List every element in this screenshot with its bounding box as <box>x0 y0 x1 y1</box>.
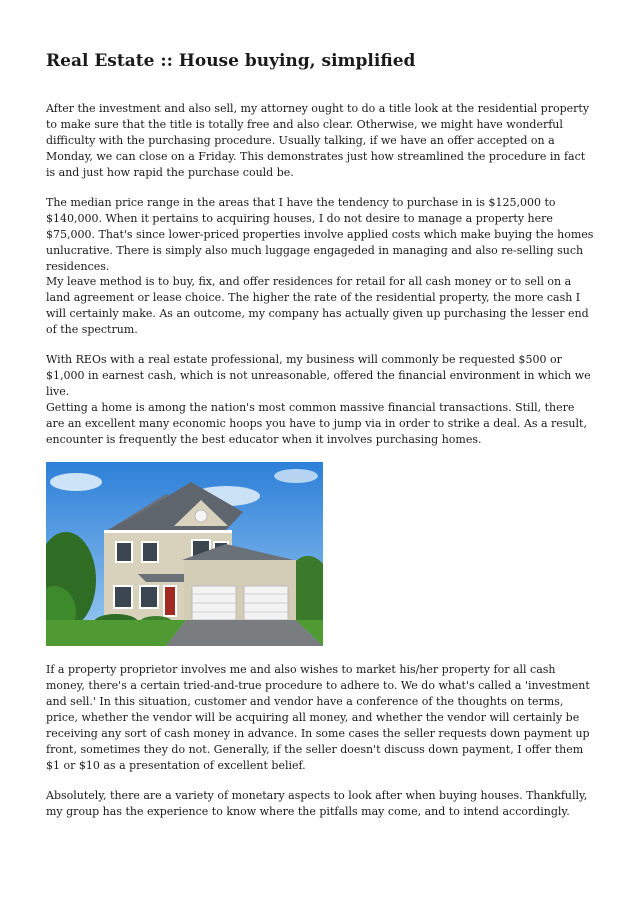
paragraph-4: With REOs with a real estate professional, my business will commonly be requested $500 or $1,000 in earnest cash, which is not unreasonable, offered the financial environment in which we live. <box>46 353 591 398</box>
article-title: Real Estate :: House buying, simplified <box>46 51 416 71</box>
paragraph-6: If a property proprietor involves me and also wishes to market his/her property for all cash money, there's a certain tried-and-true procedure to adhere to. We do what's called a 'investment and sell.' In this situation, customer and vendor have a conference of the thoughts on terms, price, whether the vendor will be acquiring all money, and whether the vendor will certainly be receiving any sort of cash money in advance. In some cases the seller requests down payment up front, sometimes they do not. Generally, if the seller doesn't discuss down payment, I offer them $1 or $10 as a presentation of excellent belief. <box>46 663 590 772</box>
paragraph-3: My leave method is to buy, fix, and offer residences for retail for all cash money or to sell on a land agreement or lease choice. The higher the rate of the residential property, the more cash I will certainly make. As an outcome, my company has actually given up purchasing the lesser end of the spectrum. <box>46 275 589 336</box>
paragraph-1: After the investment and also sell, my attorney ought to do a title look at the residential property to make sure that the title is totally free and also clear. Otherwise, we might have wonderful difficulty with the purchasing procedure. Usually talking, if we have an offer accepted on a Monday, we can close on a Friday. This demonstrates just how streamlined the procedure in fact is and just how rapid the purchase could be. <box>46 102 590 179</box>
document-page <box>46 50 594 818</box>
paragraph-5: Getting a home is among the nation's most common massive financial transactions. Still, there are an excellent many economic hoops you have to jump via in order to strike a deal. As a result, encounter is frequently the best educator when it involves purchasing homes. <box>46 401 587 446</box>
house-photo <box>46 462 323 646</box>
paragraph-2: The median price range in the areas that I have the tendency to purchase in is $125,000 to $140,000. When it pertains to acquiring houses, I do not desire to manage a property here $75,000. That's since lower-priced properties involve applied costs which make buying the homes unlucrative. There is simply also much luggage engageded in managing and also re-selling such residences. <box>46 196 594 273</box>
paragraph-7: Absolutely, there are a variety of monetary aspects to look after when buying houses. Thankfully, my group has the experience to know where the pitfalls may come, and to intend accordingly. <box>46 789 588 818</box>
